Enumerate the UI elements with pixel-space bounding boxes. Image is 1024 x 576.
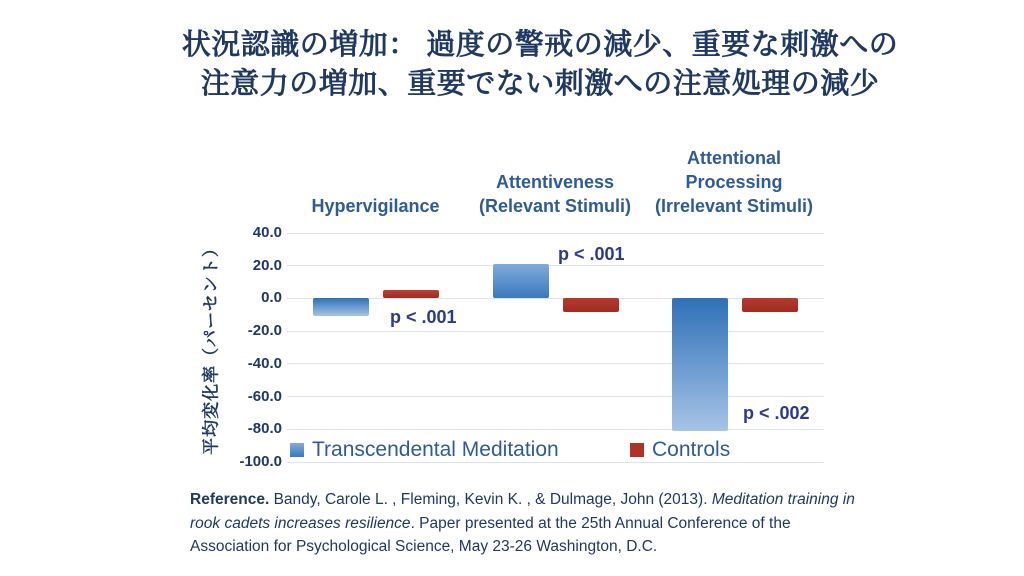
legend-label-controls: Controls (652, 438, 731, 461)
reference-text (190, 488, 858, 559)
gridline--100 (287, 462, 824, 463)
p-value-annotation-2: p < .001 (558, 244, 625, 264)
bar-controls-group3 (742, 298, 798, 312)
gridline--40 (287, 363, 824, 364)
category-label-2: Attentional Processing (Irrelevant Stimuli) (654, 148, 814, 216)
slide-title: 状況認識の増加： 過度の警戒の減少、重要な刺激への 注意力の増加、重要でない刺激への注意処理の減少 (181, 29, 899, 100)
reference-authors: Bandy, Carole L. , Fleming, Kevin K. , & Dulmage, John (2013). (269, 491, 712, 508)
bar-controls-group1 (383, 290, 439, 298)
gridline-20 (287, 265, 824, 266)
bar-tm-group1 (313, 298, 369, 315)
p-value-annotation-1: p < .001 (390, 307, 457, 327)
y-tick--100: -100.0 (239, 453, 282, 470)
y-tick-20: 20.0 (252, 256, 282, 274)
bar-controls-group2 (563, 298, 619, 311)
legend-item-controls (630, 439, 730, 460)
bar-tm-group2 (493, 264, 549, 298)
gridline--80 (287, 429, 824, 430)
y-axis-title: 平均変化率（パーセント） (201, 239, 221, 455)
p-value-annotation-3: p < .002 (743, 403, 810, 423)
y-tick-0: 0.0 (261, 289, 282, 307)
gridline--60 (287, 396, 824, 397)
y-tick--20: -20.0 (247, 322, 282, 340)
y-tick-40: 40.0 (252, 224, 282, 241)
legend-item-transcendental-meditation (290, 439, 559, 460)
legend-label-transcendental-meditation: Transcendental Meditation (312, 438, 559, 461)
gridline-40 (287, 233, 824, 234)
legend-swatch-blue (290, 443, 304, 457)
category-label-1: Attentiveness (Relevant Stimuli) (478, 172, 632, 216)
reference-paper-title: Meditation training in rook cadets increases resilience (190, 491, 855, 532)
y-tick--60: -60.0 (247, 387, 282, 405)
gridline--20 (287, 331, 824, 332)
y-tick--80: -80.0 (247, 420, 282, 438)
reference-details: . Paper presented at the 25th Annual Conference of the Association for Psychological Science, May 23-26 Washington, D.C. (190, 514, 791, 555)
y-tick--40: -40.0 (247, 354, 282, 372)
category-label-0: Hypervigilance (311, 196, 440, 216)
bar-tm-group3 (672, 298, 728, 430)
legend-swatch-red (630, 443, 644, 457)
reference-label: Reference. (190, 491, 270, 508)
